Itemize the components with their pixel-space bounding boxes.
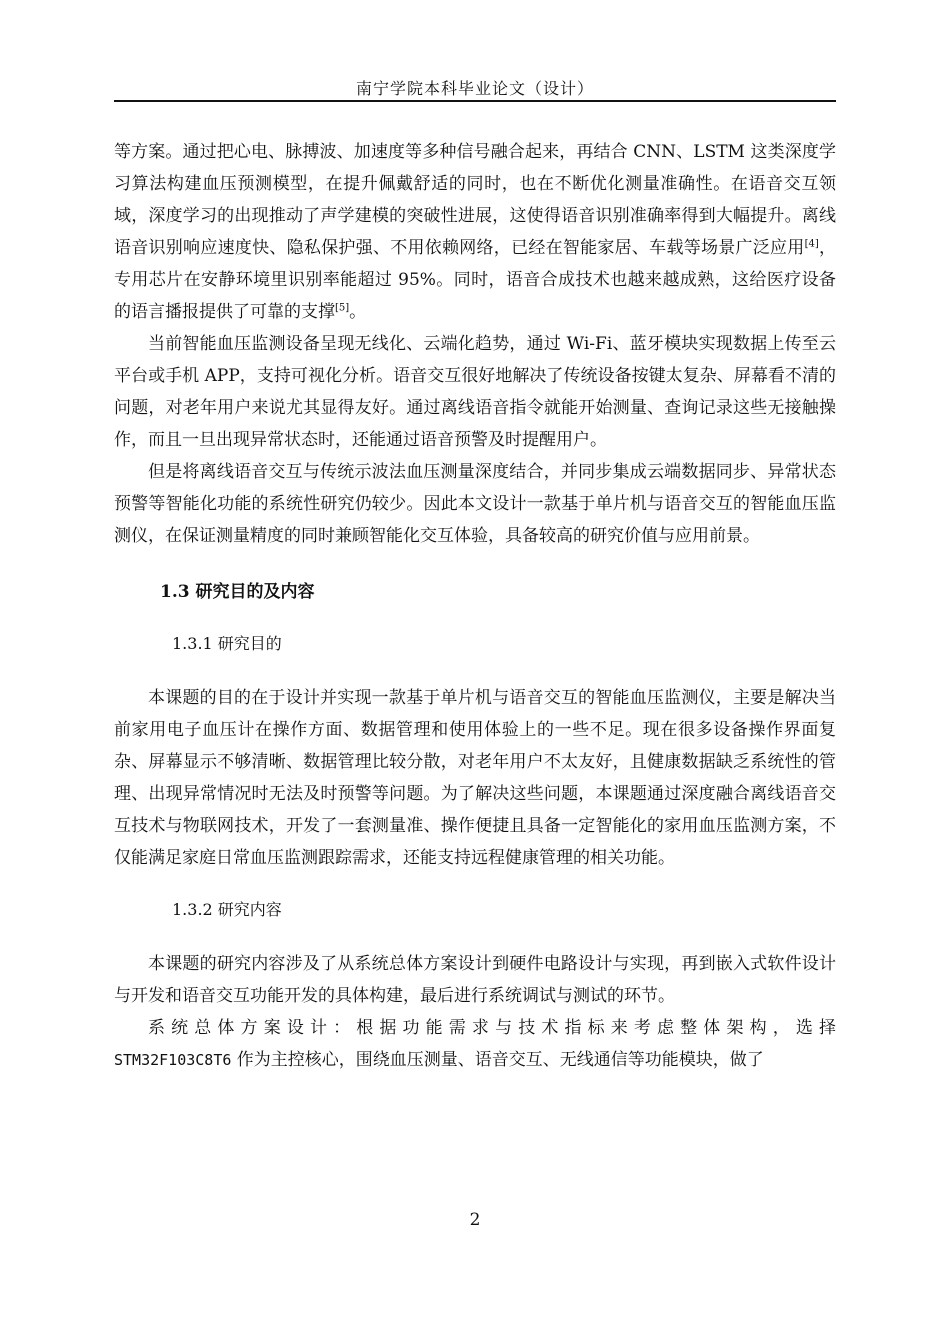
paragraph-6-line-2 xyxy=(114,1044,836,1076)
subsection-heading-1-3-2: 1.3.2 研究内容 xyxy=(172,900,282,919)
header-rule xyxy=(114,100,836,102)
paragraph-2: 当前智能血压监测设备呈现无线化、云端化趋势，通过 Wi-Fi、蓝牙模块实现数据上传至云平台或手机 APP，支持可视化分析。语音交互很好地解决了传统设备按键太复杂、屏幕看不清的问题，对老年用户来说尤其显得友好。通过离线语音指令就能开始测量、查询记录这些无接触操作，而且一旦出现异常状态时，还能通过语音预警及时提醒用户。 xyxy=(114,334,836,450)
mcu-model: STM32F103C8T6 xyxy=(114,1051,232,1069)
paragraph-4: 本课题的目的在于设计并实现一款基于单片机与语音交互的智能血压监测仪，主要是解决当前家用电子血压计在操作方面、数据管理和使用体验上的一些不足。现在很多设备操作界面复杂、屏幕显示不够清晰、数据管理比较分散，对老年用户不太友好，且健康数据缺乏系统性的管理、出现异常情况时无法及时预警等问题。为了解决这些问题，本课题通过深度融合离线语音交互技术与物联网技术，开发了一套测量准、操作便捷且具备一定智能化的家用血压监测方案，不仅能满足家庭日常血压监测跟踪需求，还能支持远程健康管理的相关功能。 xyxy=(114,688,836,868)
page-body xyxy=(114,136,836,1076)
paragraph-1-text-c: 。 xyxy=(349,302,367,322)
citation-4[interactable]: [4] xyxy=(804,238,819,250)
paragraph-5: 本课题的研究内容涉及了从系统总体方案设计到硬件电路设计与实现，再到嵌入式软件设计与开发和语音交互功能开发的具体构建，最后进行系统调试与测试的环节。 xyxy=(114,954,836,1006)
running-header: 南宁学院本科毕业论文（设计） xyxy=(355,79,594,98)
paragraph-1 xyxy=(114,136,836,328)
paragraph-1-text-b: ，专用芯片在安静环境里识别率能超过 95%。同时，语音合成技术也越来越成熟，这给医疗设备的语言播报提供了可靠的支撑 xyxy=(114,238,836,322)
section-heading-1-3: 1.3 研究目的及内容 xyxy=(160,582,315,602)
paragraph-3: 但是将离线语音交互与传统示波法血压测量深度结合，并同步集成云端数据同步、异常状态预警等智能化功能的系统性研究仍较少。因此本文设计一款基于单片机与语音交互的智能血压监测仪，在保证测量精度的同时兼顾智能化交互体验，具备较高的研究价值与应用前景。 xyxy=(114,462,836,546)
paragraph-1-text-a: 等方案。通过把心电、脉搏波、加速度等多种信号融合起来，再结合 CNN、LSTM 这类深度学习算法构建血压预测模型，在提升佩戴舒适的同时，也在不断优化测量准确性。在语音交互领域，深度学习的出现推动了声学建模的突破性进展，这使得语音识别准确率得到大幅提升。离线语音识别响应速度快、隐私保护强、不用依赖网络，已经在智能家居、车载等场景广泛应用 xyxy=(114,142,836,258)
paragraph-6-text: 作为主控核心，围绕血压测量、语音交互、无线通信等功能模块，做了 xyxy=(231,1050,764,1070)
citation-5[interactable]: [5] xyxy=(335,302,350,314)
page-number: 2 xyxy=(469,1210,481,1230)
paragraph-6-line-1: 系统总体方案设计：根据功能需求与技术指标来考虑整体架构，选择 xyxy=(148,1018,836,1038)
subsection-heading-1-3-1: 1.3.1 研究目的 xyxy=(172,634,282,653)
